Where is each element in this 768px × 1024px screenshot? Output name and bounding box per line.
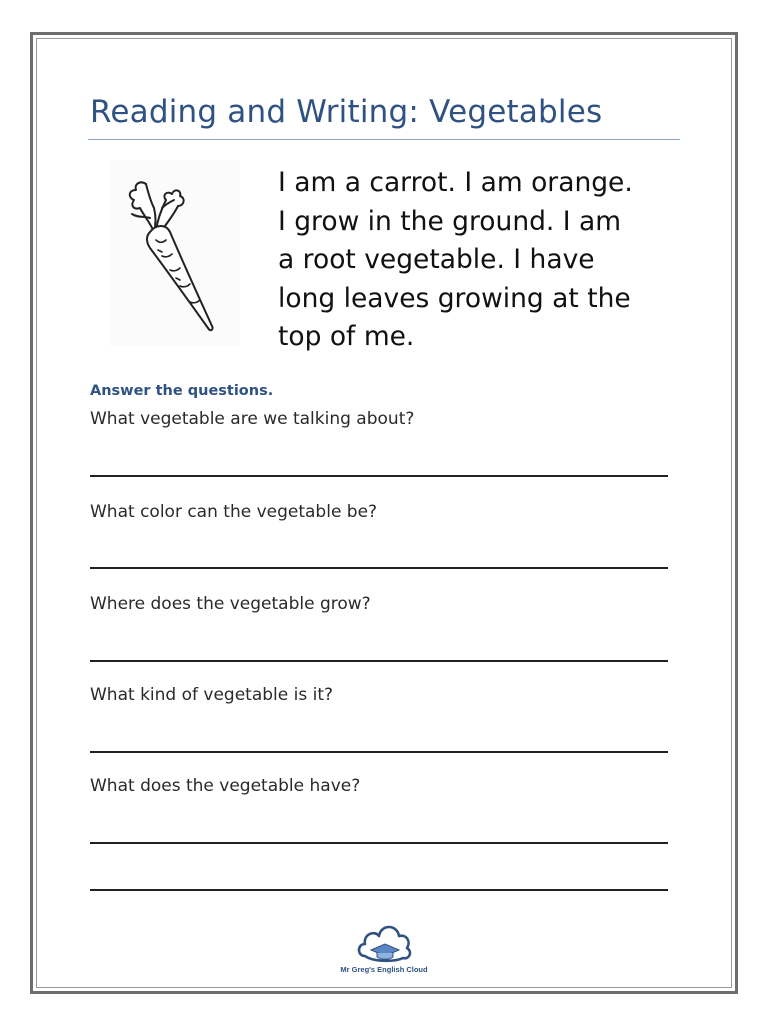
title-underline (88, 139, 680, 140)
carrot-icon (110, 160, 240, 346)
question-3: Where does the vegetable grow? (90, 594, 371, 614)
question-5: What does the vegetable have? (90, 776, 361, 796)
answer-line-5b[interactable] (90, 889, 668, 891)
question-2: What color can the vegetable be? (90, 502, 378, 522)
answer-line-2[interactable] (90, 567, 668, 569)
answer-line-3[interactable] (90, 660, 668, 662)
instructions-heading: Answer the questions. (90, 383, 274, 399)
answer-line-4[interactable] (90, 751, 668, 753)
reading-passage (278, 164, 690, 357)
answer-line-1[interactable] (90, 475, 668, 477)
question-4: What kind of vegetable is it? (90, 685, 334, 705)
passage-line: I am a carrot. I am orange. (278, 167, 633, 198)
cloud-graduation-cap-icon (355, 920, 413, 964)
passage-line: long leaves growing at the (278, 282, 631, 314)
passage-line: a root vegetable. I have (278, 244, 595, 275)
page-title: Reading and Writing: Vegetables (90, 94, 603, 130)
passage-line: I grow in the ground. I am (278, 205, 622, 237)
footer-logo (330, 920, 438, 982)
logo-text: Mr Greg's English Cloud (340, 965, 428, 974)
question-1: What vegetable are we talking about? (90, 409, 415, 429)
answer-line-5a[interactable] (90, 842, 668, 844)
passage-line: top of me. (278, 321, 415, 352)
